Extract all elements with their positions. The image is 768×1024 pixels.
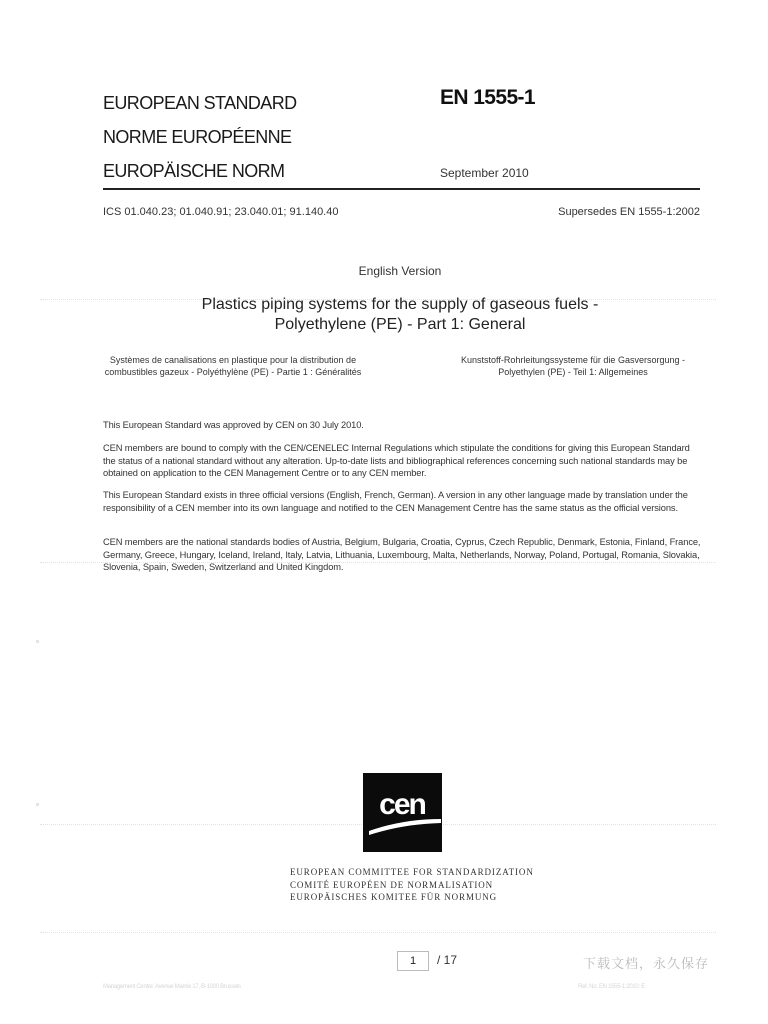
- title-line-1: Plastics piping systems for the supply of gaseous fuels -: [201, 296, 599, 313]
- standard-number: EN 1555-1: [440, 86, 535, 109]
- members-paragraph: CEN members are the national standards bodies of Austria, Belgium, Bulgaria, Croatia, Cyprus, Czech Republic, Denmark, Estonia, Finland, France, Germany, Greece, Hungary, Iceland, Ireland, Italy, Latvia, Lithuania, Luxembourg, Malta, Netherlands, Norway, Poland, Portugal, Romania, Slovakia, Slovenia, Spain, Sweden, Switzerland and United Kingdom.: [103, 537, 701, 573]
- ics-codes: ICS 01.040.23; 01.040.91; 23.040.01; 91.140.40: [103, 206, 339, 218]
- download-watermark[interactable]: 下载文档，永久保存: [583, 956, 710, 971]
- version-label: English Version: [358, 264, 442, 278]
- dotted-guide: [40, 562, 716, 563]
- french-title: Systèmes de canalisations en plastique pour la distribution de combustibles gazeux - Polyéthylène (PE) - Partie 1 : Généralités: [104, 355, 362, 377]
- footer-right: Ref. No. EN 1555-1:2010: E: [578, 984, 645, 990]
- committee-french: COMITÉ EUROPÉEN DE NORMALISATION: [290, 879, 494, 890]
- footer-left: Management Centre: Avenue Marnix 17, B-1000 Brussels: [103, 984, 241, 990]
- committee-names: [290, 866, 534, 904]
- publication-date: September 2010: [440, 166, 529, 180]
- versions-paragraph: This European Standard exists in three official versions (English, French, German). A version in any other language made by translation under the responsibility of a CEN member into its own language and notified to the CEN Management Centre has the same status as the official versions.: [103, 490, 688, 513]
- regulations-paragraph: CEN members are bound to comply with the CEN/CENELEC Internal Regulations which stipulate the conditions for giving this European Standard the status of a national standard without any alteration. Up-to-date lists and bibliographical references concerning such national standards may be obtained on application to the CEN Management Centre or to any CEN member.: [103, 443, 690, 479]
- dotted-guide: [40, 932, 716, 933]
- standard-type-heading: [103, 86, 297, 188]
- header-divider: [103, 188, 700, 190]
- page-number-input[interactable]: 1: [397, 951, 429, 971]
- edge-mark: [36, 803, 39, 806]
- committee-german: EUROPÄISCHES KOMITEE FÜR NORMUNG: [290, 892, 498, 902]
- heading-german: EUROPÄISCHE NORM: [103, 161, 285, 181]
- logo-text: cen: [379, 788, 425, 821]
- heading-english: EUROPEAN STANDARD: [103, 93, 297, 113]
- edge-mark: [36, 640, 39, 643]
- title-line-2: Polyethylene (PE) - Part 1: General: [274, 316, 526, 333]
- german-title: Kunststoff-Rohrleitungssysteme für die Gasversorgung - Polyethylen (PE) - Teil 1: Allgemeines: [461, 355, 685, 377]
- page-total: / 17: [437, 953, 458, 967]
- approval-paragraph: This European Standard was approved by CEN on 30 July 2010.: [103, 420, 364, 430]
- heading-french: NORME EUROPÉENNE: [103, 127, 292, 147]
- cen-logo: [363, 773, 442, 852]
- logo-swoosh: [369, 819, 441, 835]
- document-title: [100, 295, 700, 335]
- committee-english: EUROPEAN COMMITTEE FOR STANDARDIZATION: [290, 867, 534, 877]
- cen-logo-graphic: [363, 773, 442, 852]
- supersedes-note: Supersedes EN 1555-1:2002: [558, 206, 700, 218]
